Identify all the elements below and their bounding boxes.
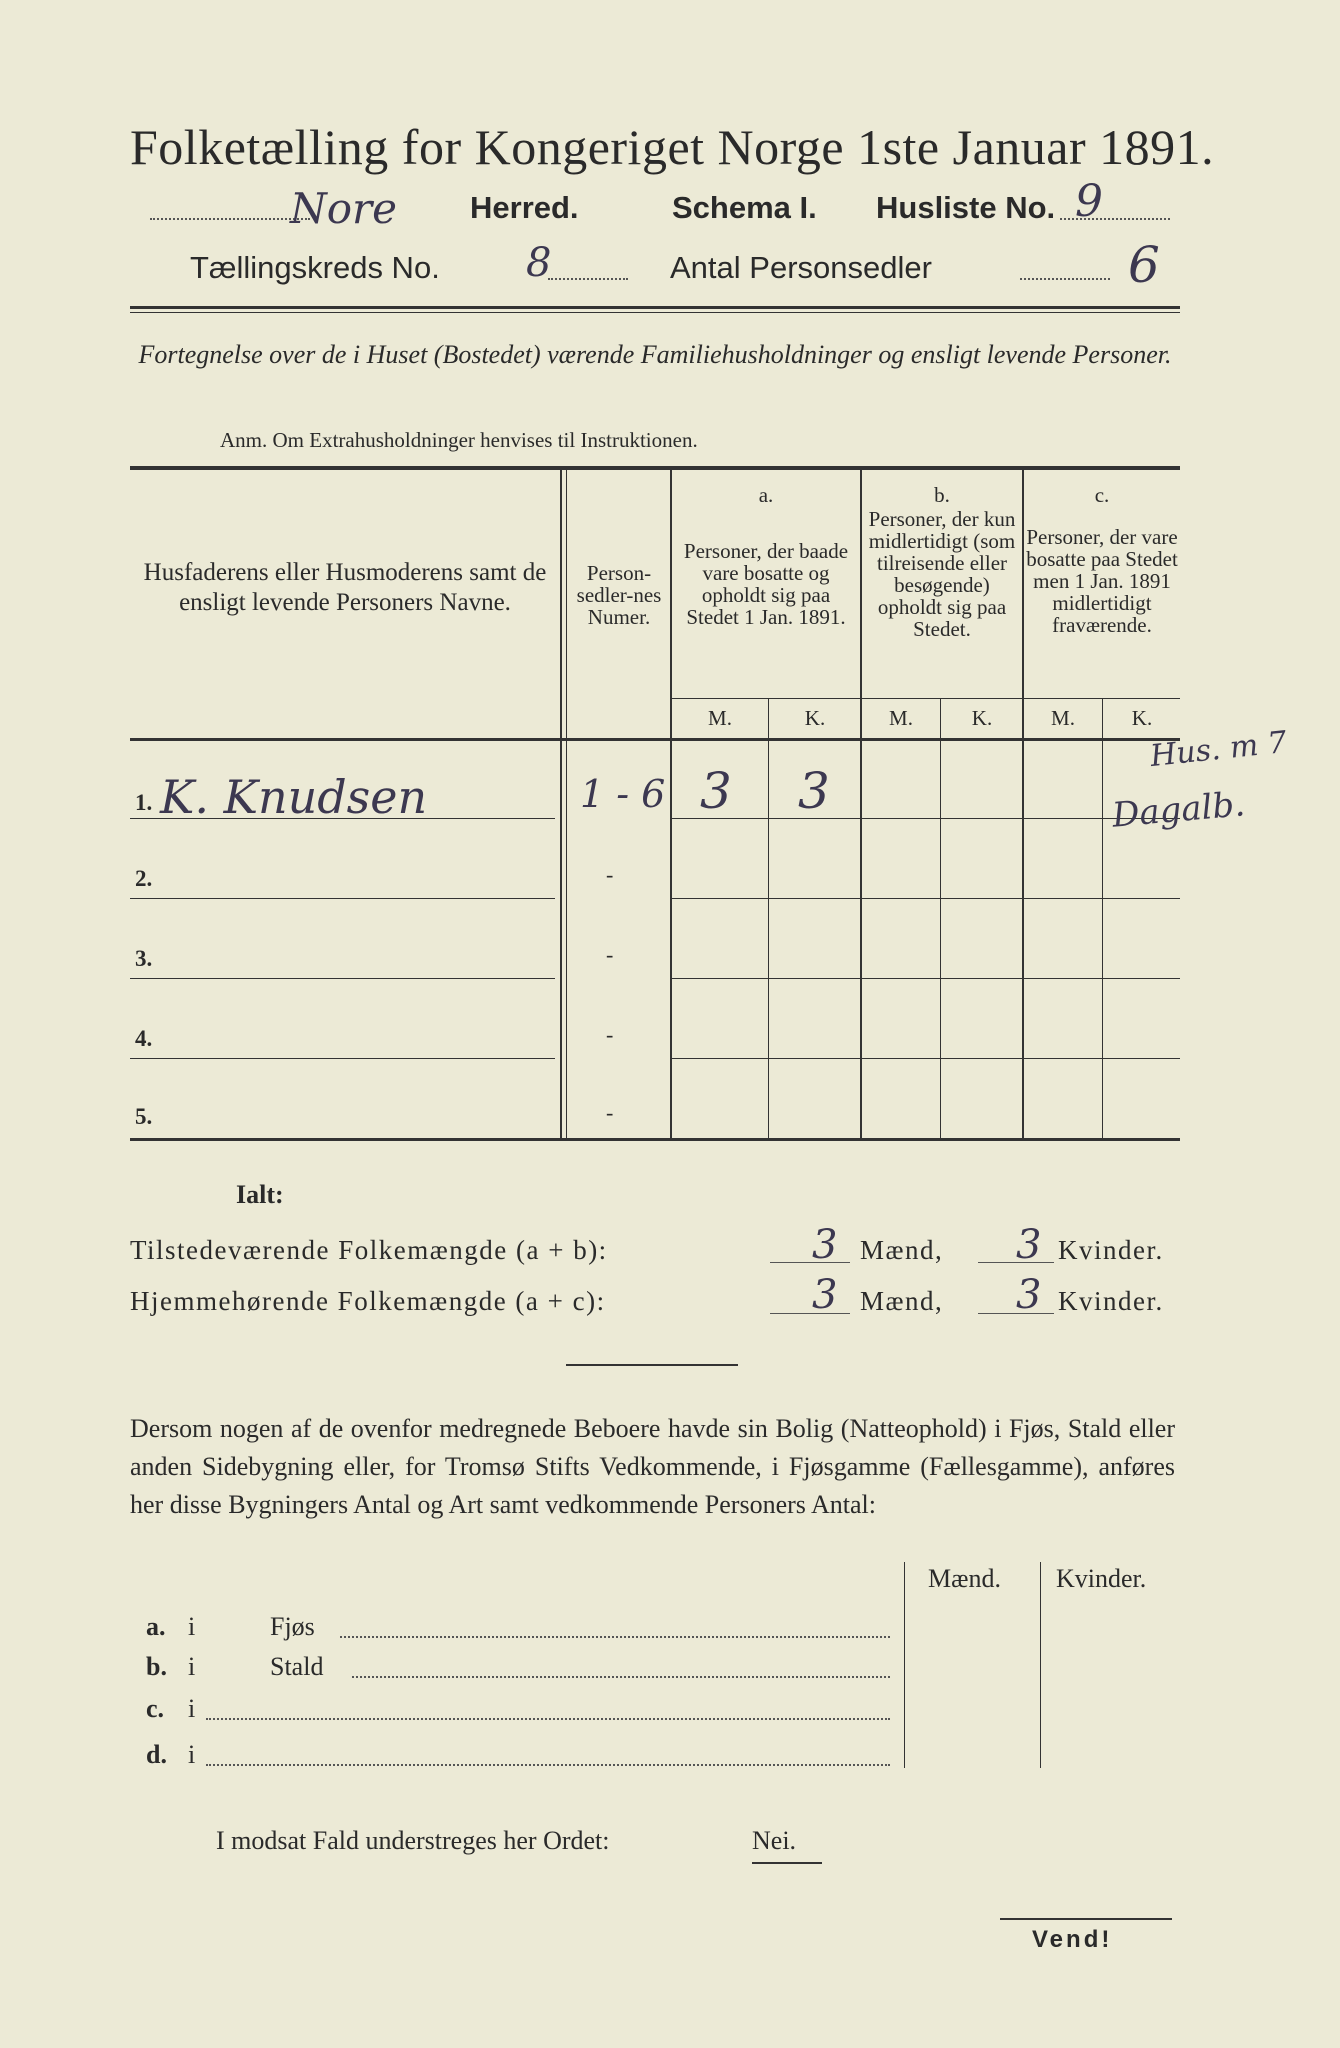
row1-name: K. Knudsen xyxy=(160,770,428,824)
header-rule xyxy=(130,306,1180,309)
building-c-dotline xyxy=(206,1718,890,1720)
col-line-names-thin xyxy=(566,470,567,1138)
col-header-c-letter: c. xyxy=(1094,483,1110,507)
col-line-b-mid xyxy=(940,698,941,1138)
vend-rule xyxy=(1000,1918,1172,1920)
building-d-letter: d. xyxy=(146,1740,167,1769)
building-c-letter: c. xyxy=(146,1694,165,1723)
col-header-b: Personer, der kun midlertidigt (som tilreisende eller besøgende) opholdt sig paa Stedet. xyxy=(868,507,1016,641)
nei-underline xyxy=(752,1862,822,1864)
building-a-label: Fjøs xyxy=(270,1612,315,1641)
antal-label: Antal Personsedler xyxy=(670,250,932,285)
ialt-label: Ialt: xyxy=(236,1180,284,1209)
col-line-a xyxy=(860,470,862,1138)
row3-name-line xyxy=(130,978,555,979)
row2-name-line xyxy=(130,898,555,899)
nei-word: Nei. xyxy=(752,1826,797,1855)
building-a-dotline xyxy=(340,1636,890,1638)
husliste-label: Husliste No. xyxy=(876,190,1056,225)
building-b-label: Stald xyxy=(270,1652,324,1681)
row1-a-m: 3 xyxy=(700,762,732,820)
kreds-dotline xyxy=(548,278,628,280)
herred-dotline xyxy=(150,218,310,220)
col-line-c-mid xyxy=(1102,698,1103,1138)
building-b-letter: b. xyxy=(146,1652,167,1681)
col-line-nums xyxy=(670,470,672,1138)
row4-sedler: - xyxy=(606,1022,614,1047)
building-a-letter: a. xyxy=(146,1612,166,1641)
schema-label: Schema I. xyxy=(672,190,817,225)
hjemme-m: 3 xyxy=(812,1272,838,1318)
kreds-number: 8 xyxy=(526,240,552,286)
row4-number: 4. xyxy=(135,1026,153,1051)
col-header-nums: Person-sedler-nes Numer. xyxy=(576,561,662,629)
building-c-i: i xyxy=(188,1694,196,1723)
header-rule-thin xyxy=(130,312,1180,313)
buildings-col-line-1 xyxy=(904,1562,905,1768)
tilstede-maend: Mænd, xyxy=(860,1235,944,1265)
antal-number: 6 xyxy=(1128,236,1160,294)
table-bottom-rule xyxy=(130,1138,1180,1141)
herred-label: Herred. xyxy=(470,190,579,225)
row2-value-line xyxy=(672,898,1180,899)
col-line-a-mid xyxy=(768,698,769,1138)
b-m-header: M. xyxy=(889,706,913,730)
tilstede-label: Tilstedeværende Folkemængde (a + b): xyxy=(130,1235,608,1265)
hjemme-maend: Mænd, xyxy=(860,1286,944,1316)
building-b-i: i xyxy=(188,1652,196,1681)
row1-number: 1. xyxy=(135,790,153,815)
antal-dotline xyxy=(1020,278,1110,280)
modsat-text: I modsat Fald understreges her Ordet: xyxy=(216,1826,610,1855)
col-line-b xyxy=(1022,470,1024,1138)
building-a-i: i xyxy=(188,1612,196,1641)
c-k-header: K. xyxy=(1131,706,1153,730)
tilstede-m: 3 xyxy=(812,1222,838,1268)
row2-sedler: - xyxy=(606,862,614,887)
col-line-names xyxy=(560,470,562,1138)
row5-sedler: - xyxy=(606,1100,614,1125)
row4-name-line xyxy=(130,1058,555,1059)
tilstede-m-line xyxy=(770,1262,850,1263)
building-b-dotline xyxy=(352,1676,890,1678)
c-note-line1: Hus. m 7 xyxy=(1148,724,1289,775)
form-title: Folketælling for Kongeriget Norge 1ste Januar 1891. xyxy=(130,119,1215,175)
mk-header-rule xyxy=(672,698,1180,699)
b-k-header: K. xyxy=(971,706,993,730)
hjemme-m-line xyxy=(770,1313,850,1314)
building-d-i: i xyxy=(188,1740,196,1769)
buildings-col-line-2 xyxy=(1040,1562,1041,1768)
buildings-kvinder-header: Kvinder. xyxy=(1056,1564,1147,1593)
a-m-header: M. xyxy=(708,706,732,730)
building-d-dotline xyxy=(206,1764,890,1766)
buildings-maend-header: Mænd. xyxy=(928,1564,1001,1593)
col-header-names: Husfaderens eller Husmoderens samt de ensligt levende Personers Navne. xyxy=(143,559,547,616)
c-note-line2: Dagalb. xyxy=(1110,784,1247,836)
hjemme-label: Hjemmehørende Folkemængde (a + c): xyxy=(130,1286,606,1316)
c-m-header: M. xyxy=(1051,706,1075,730)
row4-value-line xyxy=(672,1058,1180,1059)
tilstede-kvinder: Kvinder. xyxy=(1058,1235,1164,1265)
tilstede-k: 3 xyxy=(1016,1222,1042,1268)
row5-number: 5. xyxy=(135,1104,153,1129)
row1-sedler: 1 - 6 xyxy=(580,772,666,816)
col-header-a: Personer, der baade vare bosatte og opholdt sig paa Stedet 1 Jan. 1891. xyxy=(683,539,849,629)
kreds-label: Tællingskreds No. xyxy=(190,250,440,285)
col-header-b-letter: b. xyxy=(934,483,950,507)
col-header-c: Personer, der vare bosatte paa Stedet men 1 Jan. 1891 midlertidigt fraværende. xyxy=(1026,525,1178,637)
row3-sedler: - xyxy=(606,942,614,967)
totals-separator xyxy=(566,1364,738,1366)
row3-number: 3. xyxy=(135,946,153,971)
fortegnelse-text: Fortegnelse over de i Huset (Bostedet) værende Familiehusholdninger og ensligt levende Personer. xyxy=(138,340,1172,369)
hjemme-k: 3 xyxy=(1016,1272,1042,1318)
hjemme-kvinder: Kvinder. xyxy=(1058,1286,1164,1316)
row1-a-k: 3 xyxy=(798,762,830,820)
a-k-header: K. xyxy=(804,706,826,730)
herred-handwritten: Nore xyxy=(290,184,397,233)
col-header-a-letter: a. xyxy=(758,483,774,507)
row3-value-line xyxy=(672,978,1180,979)
anm-note: Anm. Om Extrahusholdninger henvises til Instruktionen. xyxy=(220,428,698,452)
row1-value-line xyxy=(672,818,1180,819)
row2-number: 2. xyxy=(135,866,153,891)
vend-text: Vend! xyxy=(1032,1926,1113,1953)
buildings-paragraph: Dersom nogen af de ovenfor medregnede Beboere havde sin Bolig (Natteophold) i Fjøs, Stald eller anden Sidebygning eller, for Tromsø Stifts Vedkommende, i Fjøsgamme (Fællesgamme), anføres her disse Bygningers Antal og Art samt vedkommende Personers Antal: xyxy=(130,1414,1175,1519)
husliste-number: 9 xyxy=(1075,176,1103,227)
